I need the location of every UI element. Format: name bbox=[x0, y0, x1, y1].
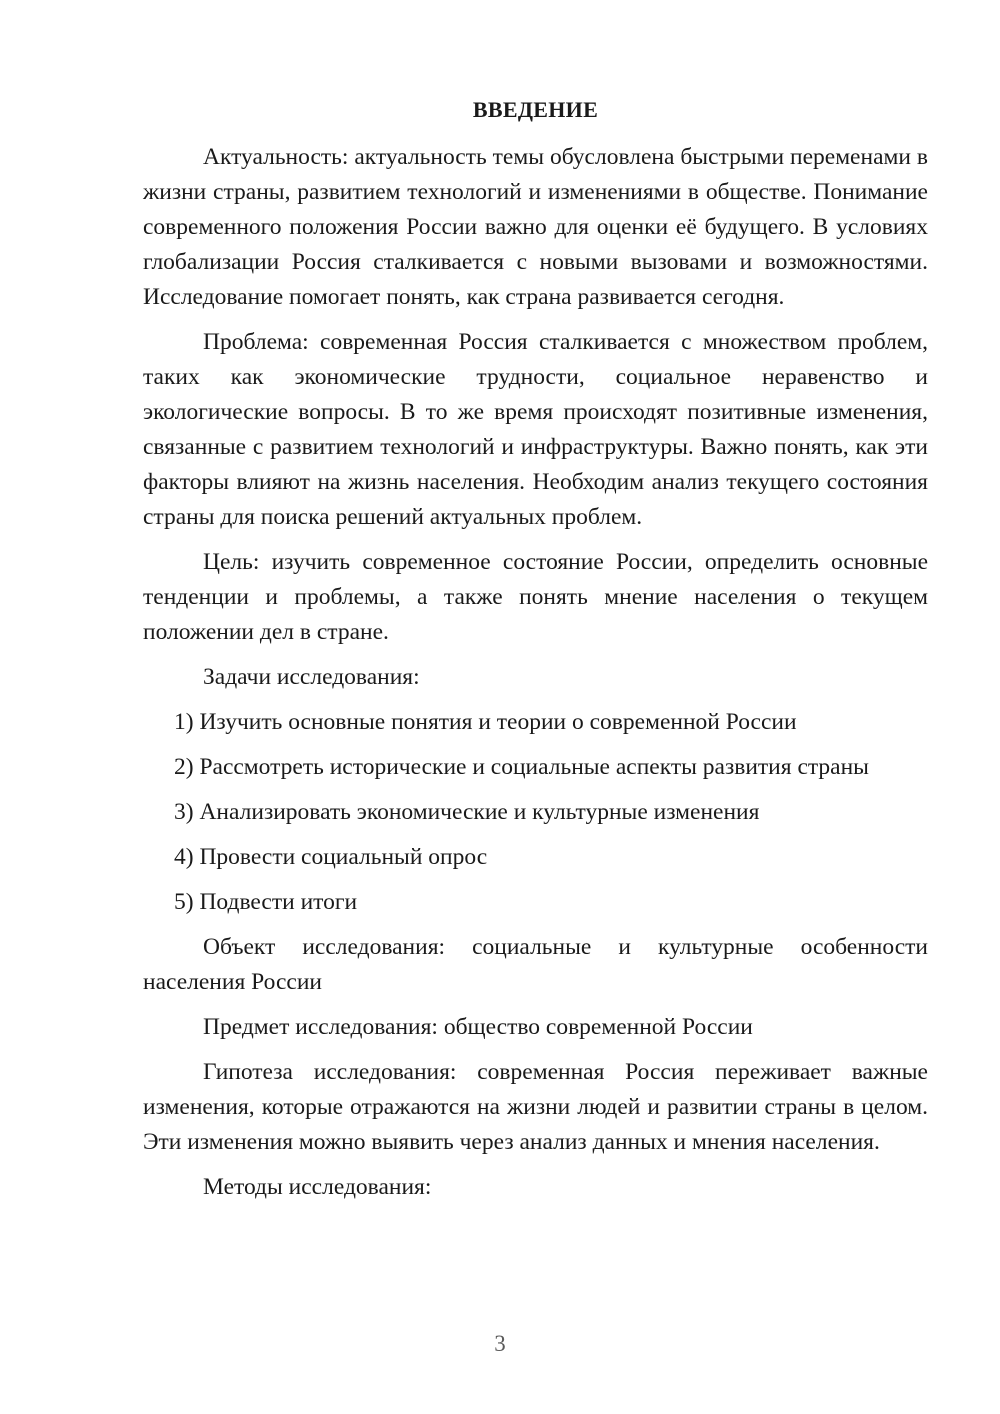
hypothesis-paragraph: Гипотеза исследования: современная Россия переживает важные изменения, которые отражаются на жизни людей и развитии страны в целом. Эти изменения можно выявить через анализ данных и мнения населения. bbox=[143, 1059, 928, 1155]
goal-paragraph: Цель: изучить современное состояние России, определить основные тенденции и проблемы, а также понять мнение населения о текущем положении дел в стране. bbox=[143, 549, 928, 645]
subject-paragraph: Предмет исследования: общество современной России bbox=[203, 1014, 753, 1040]
problem-paragraph: Проблема: современная Россия сталкивается с множеством проблем, таких как экономические трудности, социальное неравенство и экологические вопросы. В то же время происходят позитивные изменения, связанные с развитием технологий и инфраструктуры. Важно понять, как эти факторы влияют на жизнь населения. Необходим анализ текущего состояния страны для поиска решений актуальных проблем. bbox=[143, 329, 928, 530]
tasks-heading: Задачи исследования: bbox=[203, 664, 420, 690]
page-content bbox=[143, 92, 928, 1215]
list-item: 3) Анализировать экономические и культурные изменения bbox=[174, 799, 760, 825]
tasks-list bbox=[143, 705, 928, 920]
list-item: 1) Изучить основные понятия и теории о современной России bbox=[174, 709, 797, 735]
page-title: ВВЕДЕНИЕ bbox=[472, 97, 599, 122]
list-item: 5) Подвести итоги bbox=[174, 889, 358, 915]
methods-heading: Методы исследования: bbox=[203, 1174, 432, 1200]
page-number: 3 bbox=[494, 1331, 506, 1356]
list-item: 4) Провести социальный опрос bbox=[174, 844, 488, 870]
relevance-paragraph: Актуальность: актуальность темы обусловлена быстрыми переменами в жизни страны, развитием технологий и изменениями в обществе. Понимание современного положения России важно для оценки её будущего. В условиях глобализации Россия сталкивается с новыми вызовами и возможностями. Исследование помогает понять, как страна развивается сегодня. bbox=[143, 144, 928, 310]
list-item: 2) Рассмотреть исторические и социальные аспекты развития страны bbox=[174, 754, 869, 780]
object-paragraph: Объект исследования: социальные и культурные особенности населения России bbox=[143, 934, 928, 995]
